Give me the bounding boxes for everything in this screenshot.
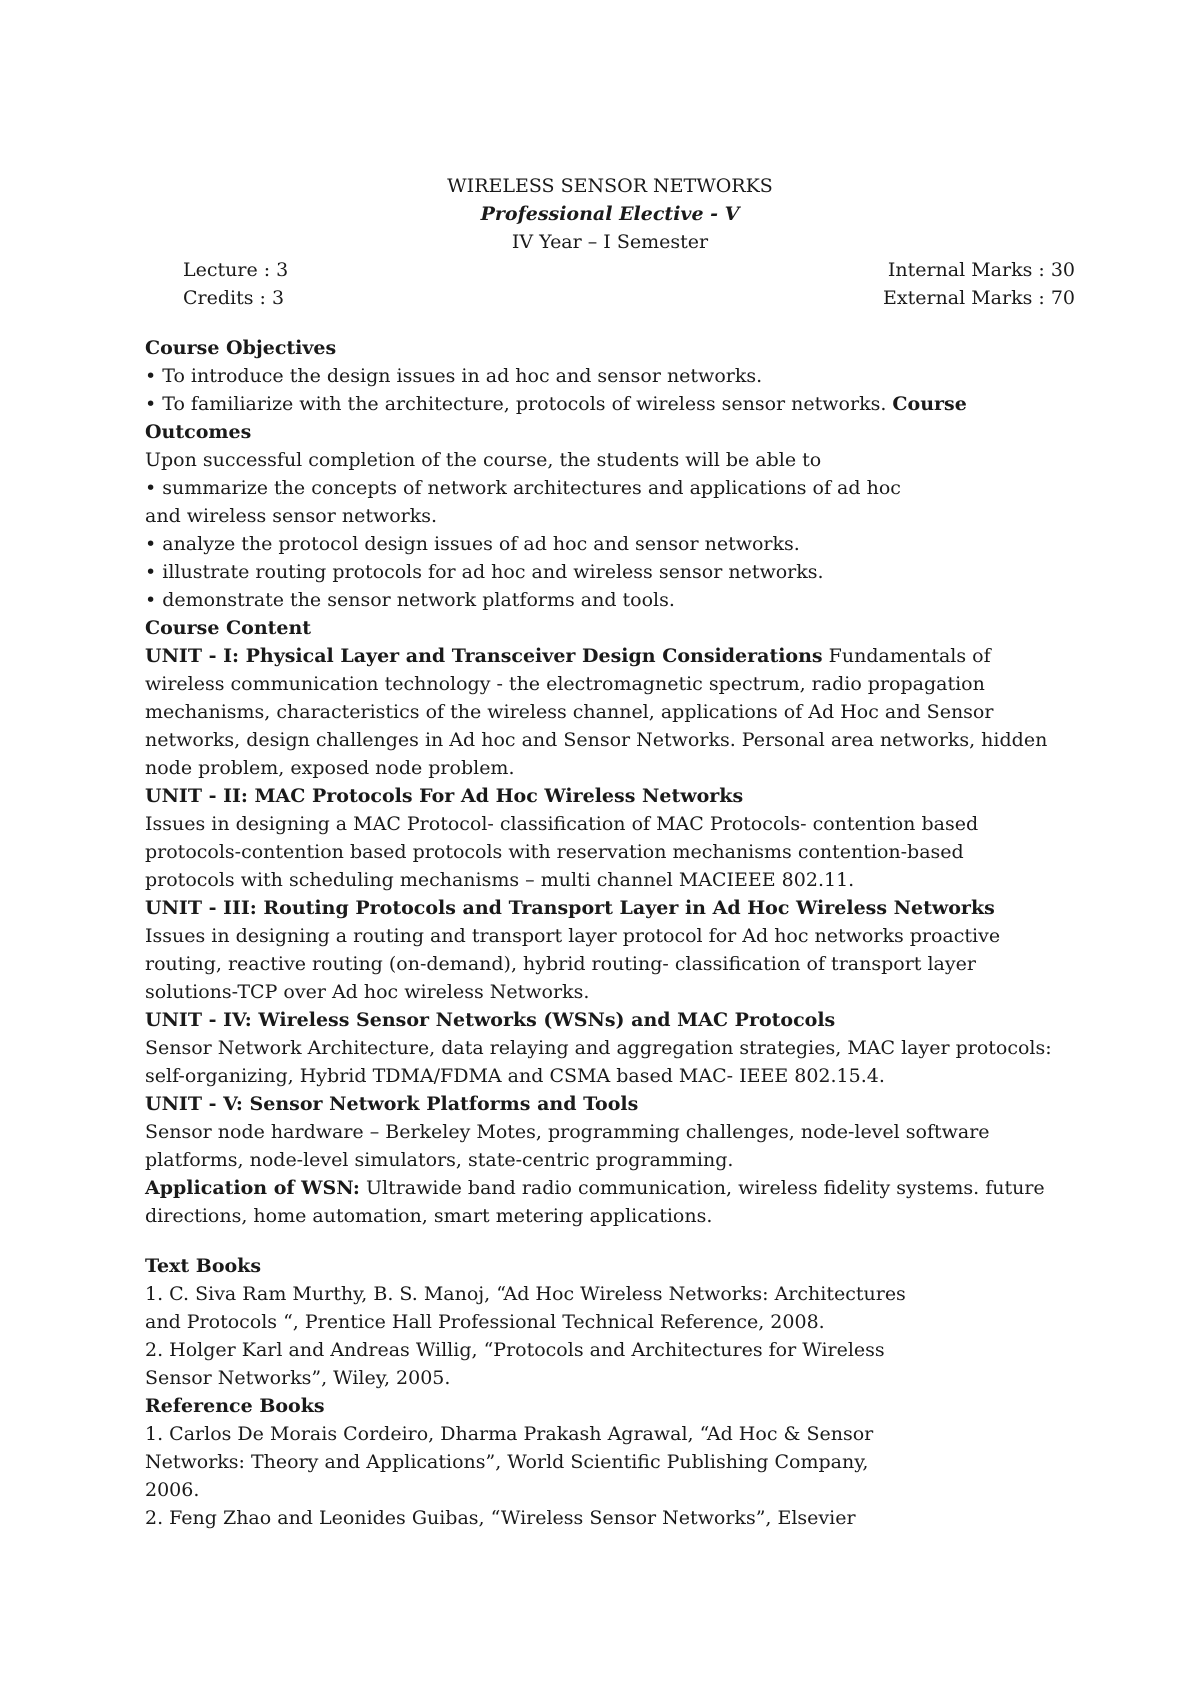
application-text: directions, home automation, smart metering applications. [145, 1205, 713, 1227]
unit-1-text: mechanisms, characteristics of the wireless channel, applications of Ad Hoc and Sensor [145, 701, 994, 723]
reference-item: 2. Feng Zhao and Leonides Guibas, “Wireless Sensor Networks”, Elsevier [145, 1507, 856, 1529]
textbooks-heading: Text Books [145, 1255, 262, 1277]
reference-item-cont: 2006. [145, 1479, 200, 1501]
unit-2-text: Issues in designing a MAC Protocol- classification of MAC Protocols- contention based [145, 813, 979, 835]
unit-1-text: node problem, exposed node problem. [145, 757, 515, 779]
outcome-item-cont: and wireless sensor networks. [145, 505, 438, 527]
objectives-heading: Course Objectives [145, 337, 337, 359]
objective-text: • To familiarize with the architecture, protocols of wireless sensor networks. [145, 393, 887, 415]
application-heading: Application of WSN: [145, 1177, 360, 1199]
course-title: WIRELESS SENSOR NETWORKS [447, 175, 773, 197]
unit-2-heading: UNIT - II: MAC Protocols For Ad Hoc Wireless Networks [145, 785, 744, 807]
reference-heading: Reference Books [145, 1395, 325, 1417]
reference-item: 1. Carlos De Morais Cordeiro, Dharma Prakash Agrawal, “Ad Hoc & Sensor [145, 1423, 874, 1445]
unit-2-text: protocols-contention based protocols with reservation mechanisms contention-based [145, 841, 964, 863]
textbook-item: 2. Holger Karl and Andreas Willig, “Protocols and Architectures for Wireless [145, 1339, 885, 1361]
outcomes-intro: Upon successful completion of the course, the students will be able to [145, 449, 822, 471]
content-heading: Course Content [145, 617, 312, 639]
unit-1-heading: UNIT - I: Physical Layer and Transceiver Design Considerations [145, 645, 823, 667]
course-meta [145, 256, 1075, 312]
application-text: Ultrawide band radio communication, wireless fidelity systems. future [366, 1177, 1045, 1199]
outcomes-heading: Outcomes [145, 421, 252, 443]
unit-4-text: Sensor Network Architecture, data relaying and aggregation strategies, MAC layer protocols: [145, 1037, 1052, 1059]
unit-1-text: Fundamentals of [828, 645, 991, 667]
unit-1-line [145, 642, 1075, 670]
internal-marks: Internal Marks : 30 [887, 259, 1075, 281]
unit-1-text: wireless communication technology - the electromagnetic spectrum, radio propagation [145, 673, 985, 695]
outcome-item: • summarize the concepts of network architectures and applications of ad hoc [145, 477, 901, 499]
outcomes-heading-part: Course [892, 393, 967, 415]
unit-5-heading: UNIT - V: Sensor Network Platforms and Tools [145, 1093, 639, 1115]
outcome-item: • analyze the protocol design issues of ad hoc and sensor networks. [145, 533, 800, 555]
lecture-hours: Lecture : 3 [183, 259, 289, 281]
unit-3-text: Issues in designing a routing and transport layer protocol for Ad hoc networks proactive [145, 925, 1001, 947]
textbook-item-cont: Sensor Networks”, Wiley, 2005. [145, 1367, 451, 1389]
unit-3-heading: UNIT - III: Routing Protocols and Transport Layer in Ad Hoc Wireless Networks [145, 897, 995, 919]
reference-item-cont: Networks: Theory and Applications”, World Scientific Publishing Company, [145, 1451, 869, 1473]
course-year: IV Year – I Semester [511, 231, 709, 253]
unit-4-text: self-organizing, Hybrid TDMA/FDMA and CSMA based MAC- IEEE 802.15.4. [145, 1065, 885, 1087]
textbook-item: 1. C. Siva Ram Murthy, B. S. Manoj, “Ad Hoc Wireless Networks: Architectures [145, 1283, 906, 1305]
credits: Credits : 3 [183, 287, 285, 309]
objective-item [145, 390, 1075, 418]
outcome-item: • illustrate routing protocols for ad hoc and wireless sensor networks. [145, 561, 824, 583]
outcome-item: • demonstrate the sensor network platforms and tools. [145, 589, 675, 611]
unit-3-text: solutions-TCP over Ad hoc wireless Networks. [145, 981, 590, 1003]
unit-5-text: Sensor node hardware – Berkeley Motes, programming challenges, node-level software [145, 1121, 990, 1143]
spacer [145, 1230, 1075, 1252]
external-marks: External Marks : 70 [882, 287, 1075, 309]
unit-1-text: networks, design challenges in Ad hoc and Sensor Networks. Personal area networks, hidden [145, 729, 1048, 751]
unit-5-text: platforms, node-level simulators, state-centric programming. [145, 1149, 734, 1171]
textbook-item-cont: and Protocols “, Prentice Hall Professional Technical Reference, 2008. [145, 1311, 825, 1333]
document-content [145, 172, 1075, 1532]
spacer [145, 312, 1075, 334]
unit-4-heading: UNIT - IV: Wireless Sensor Networks (WSNs) and MAC Protocols [145, 1009, 836, 1031]
course-subtitle: Professional Elective - V [480, 203, 740, 225]
application-line [145, 1174, 1075, 1202]
objective-item: • To introduce the design issues in ad hoc and sensor networks. [145, 365, 763, 387]
unit-3-text: routing, reactive routing (on-demand), hybrid routing- classification of transport layer [145, 953, 976, 975]
unit-2-text: protocols with scheduling mechanisms – multi channel MACIEEE 802.11. [145, 869, 855, 891]
